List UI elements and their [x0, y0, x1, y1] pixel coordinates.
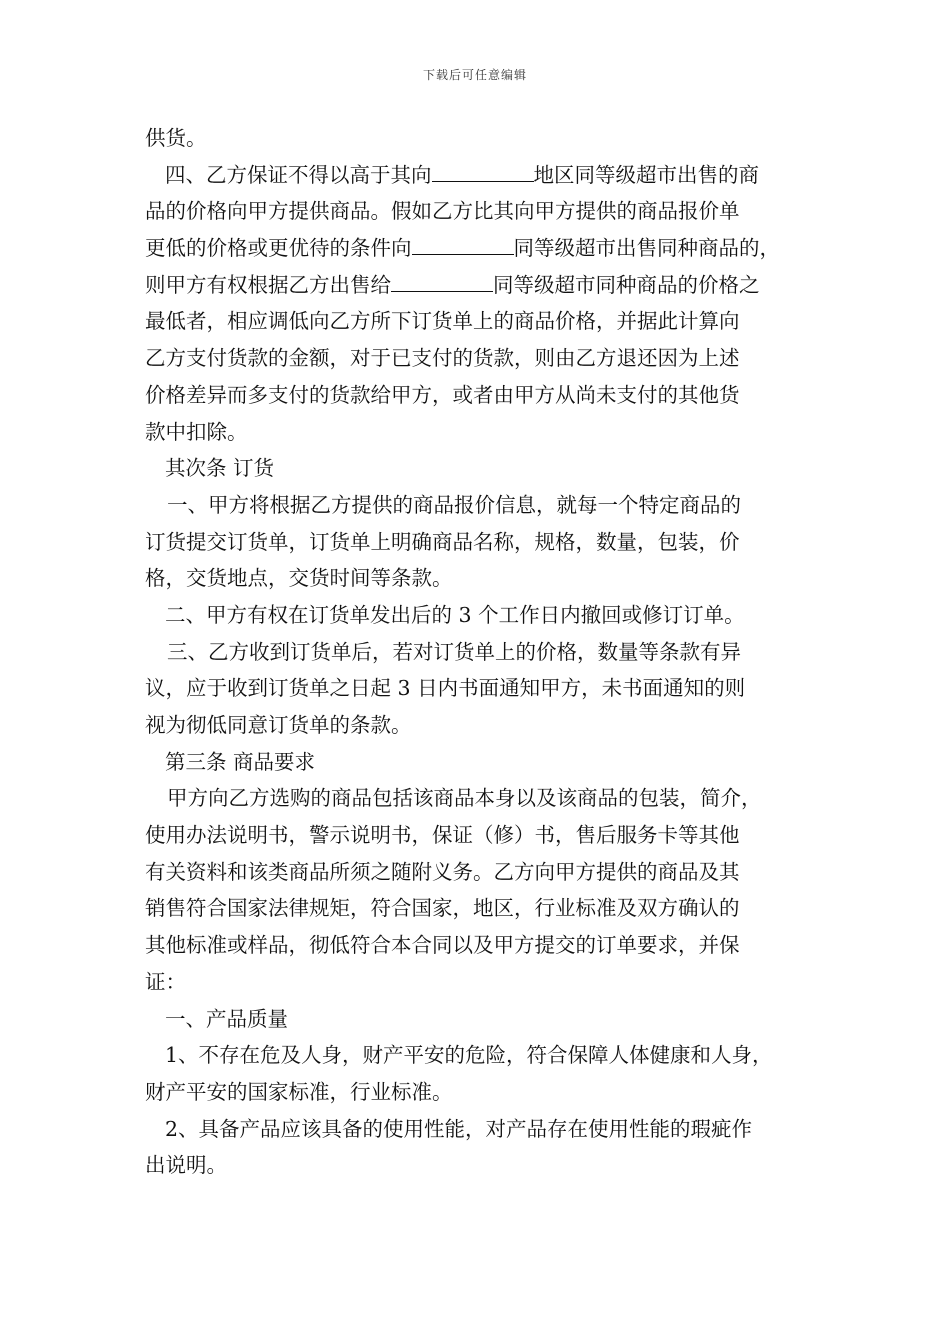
text-line: 出说明。	[145, 1153, 227, 1178]
text-line: 使用办法说明书，警示说明书，保证（修）书，售后服务卡等其他	[145, 823, 740, 848]
text-line: 二、甲方有权在订货单发出后的 3 个工作日内撤回或修订订单。	[165, 602, 745, 627]
text-line: 甲方向乙方选购的商品包括该商品本身以及该商品的包装，简介，	[167, 786, 762, 811]
text-line: 议，应于收到订货单之日起 3 日内书面通知甲方，未书面通知的则	[145, 676, 746, 701]
text-segment: 同等级超市出售同种商品的，	[513, 236, 780, 261]
text-segment: 地区同等级超市出售的商	[533, 162, 759, 187]
text-line: 财产平安的国家标准，行业标准。	[145, 1079, 453, 1104]
document-body	[145, 120, 835, 1184]
text-line: 款中扣除。	[145, 419, 248, 444]
fill-in-blank	[432, 163, 534, 182]
fill-in-blank	[391, 273, 493, 292]
text-line: 有关资料和该类商品所须之随附义务。乙方向甲方提供的商品及其	[145, 859, 740, 884]
text-line: 2、具备产品应该具备的使用性能，对产品存在使用性能的瑕疵作	[165, 1116, 753, 1141]
text-line: 1、不存在危及人身，财产平安的危险，符合保障人体健康和人身，	[165, 1043, 773, 1068]
section-heading: 第三条 商品要求	[165, 749, 316, 774]
text-line: 其他标准或样品，彻低符合本合同以及甲方提交的订单要求，并保	[145, 933, 740, 958]
text-line: 品的价格向甲方提供商品。假如乙方比其向甲方提供的商品报价单	[145, 199, 740, 224]
text-line: 一、甲方将根据乙方提供的商品报价信息，就每一个特定商品的	[167, 492, 741, 517]
text-line-with-blank	[145, 157, 835, 194]
text-line: 视为彻低同意订货单的条款。	[145, 713, 412, 737]
text-line: 三、乙方收到订货单后，若对订货单上的价格，数量等条款有异	[167, 639, 741, 664]
text-line-with-blank	[145, 230, 835, 267]
section-heading: 其次条 订货	[165, 456, 275, 481]
text-line-with-blank	[145, 267, 835, 304]
text-line: 销售符合国家法律规矩，符合国家，地区，行业标准及双方确认的	[145, 896, 740, 921]
text-line: 供货。	[145, 126, 207, 150]
fill-in-blank	[412, 236, 514, 255]
text-line: 证：	[145, 969, 186, 994]
text-line: 订货提交订货单，订货单上明确商品名称，规格，数量，包装，价	[145, 529, 740, 554]
text-line: 价格差异而多支付的货款给甲方，或者由甲方从尚未支付的其他货	[145, 382, 740, 407]
subsection-heading: 一、产品质量	[165, 1006, 288, 1031]
text-line: 乙方支付货款的金额，对于已支付的货款，则由乙方退还因为上述	[145, 346, 740, 371]
text-segment: 更低的价格或更优待的条件向	[145, 236, 412, 261]
text-segment: 四、乙方保证不得以高于其向	[165, 162, 432, 187]
text-segment: 则甲方有权根据乙方出售给	[145, 272, 391, 297]
text-line: 最低者，相应调低向乙方所下订货单上的商品价格，并据此计算向	[145, 309, 740, 334]
text-line: 格，交货地点，交货时间等条款。	[145, 566, 453, 591]
page-header: 下载后可任意编辑	[422, 68, 527, 82]
text-segment: 同等级超市同种商品的价格之	[493, 272, 760, 297]
